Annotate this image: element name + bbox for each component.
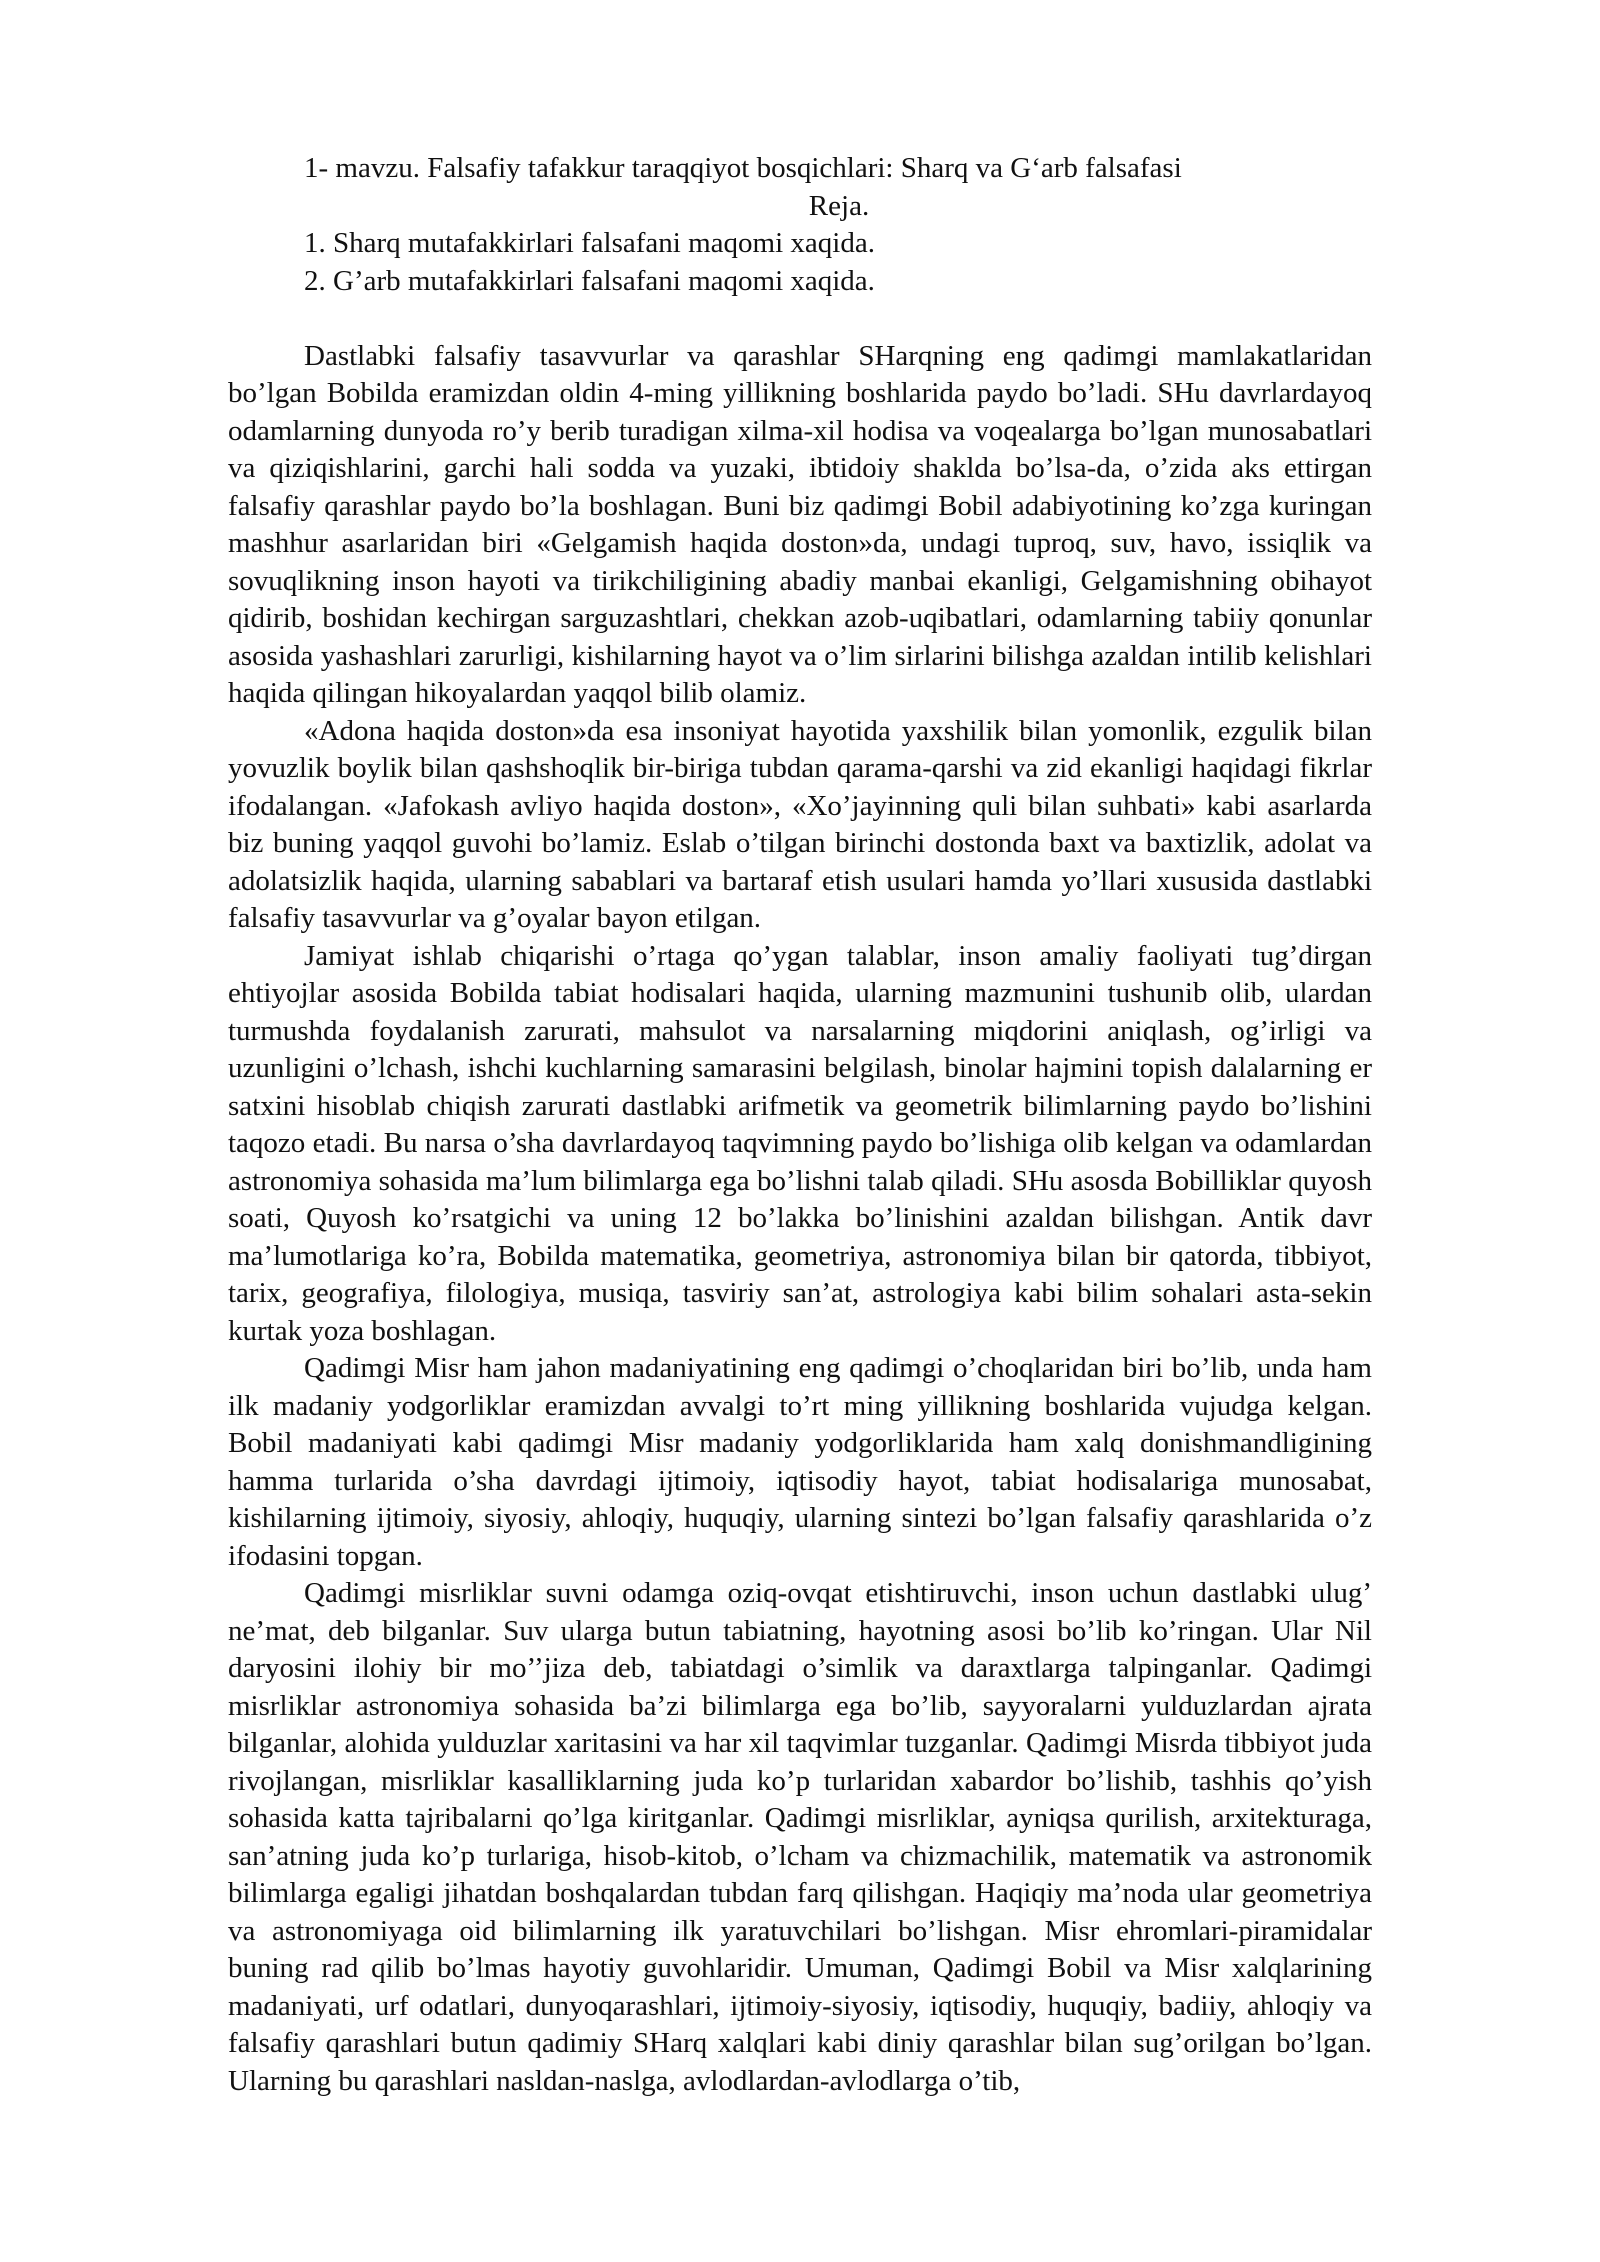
paragraph: Jamiyat ishlab chiqarishi o’rtaga qo’ygan talablar, inson amaliy faoliyati tug’dirgan ehtiyojlar asosida Bobilda tabiat hodisalari haqida, ularning mazmunini tushunib olib, ulardan turmushda foydalanish zarurati, mahsulot va narsalarning miqdorini aniqlash, og’irligi va uzunligini o’lchash, ishchi kuchlarning samarasini belgilash, binolar hajmini topish dalalarning er satxini hisoblab chiqish zarurati dastlabki arifmetik va geometrik bilimlarning paydo bo’lishini taqozo etadi. Bu narsa o’sha davrlardayoq taqvimning paydo bo’lishiga olib kelgan va odamlardan astronomiya sohasida ma’lum bilimlarga ega bo’lishni talab qiladi. SHu asosda Bobilliklar quyosh soati, Quyosh ko’rsatgichi va uning 12 bo’lakka bo’linishini azaldan bilishgan. Antik davr ma’lumotlariga ko’ra, Bobilda matematika, geometriya, astronomiya bilan bir qatorda, tibbiyot, tarix, geografiya, filologiya, musiqa, tasviriy san’at, astrologiya kabi bilim sohalari asta-sekin kurtak yoza boshlagan.: [228, 939, 1372, 1347]
document-page: [228, 150, 1372, 2100]
paragraph: «Adona haqida doston»da esa insoniyat hayotida yaxshilik bilan yomonlik, ezgulik bilan yovuzlik boylik bilan qashshoqlik bir-biriga tubdan qarama-qarshi va zid ekanligi haqidagi fikrlar ifodalangan. «Jafokash avliyo haqida doston», «Xo’jayinning quli bilan suhbati» kabi asarlarda biz buning yaqqol guvohi bo’lamiz. Eslab o’tilgan birinchi dostonda baxt va baxtizlik, adolat va adolatsizlik haqida, ularning sabablari va bartaraf etish usulari hamda yo’llari xususida dastlabki falsafiy tasavvurlar va g’oyalar bayon etilgan.: [228, 714, 1372, 934]
plan-heading: Reja.: [808, 189, 870, 222]
plan-item: 1. Sharq mutafakkirlari falsafani maqomi xaqida.: [304, 227, 875, 259]
document-title: 1- mavzu. Falsafiy tafakkur taraqqiyot bosqichlari: Sharq va G‘arb falsafasi: [304, 152, 1182, 184]
paragraph: Dastlabki falsafiy tasavvurlar va qarashlar SHarqning eng qadimgi mamlakatlaridan bo’lgan Bobilda eramizdan oldin 4-ming yillikning boshlarida paydo bo’ladi. SHu davrlardayoq odamlarning dunyoda ro’y berib turadigan xilma-xil hodisa va voqealarga bo’lgan munosabatlari va qiziqishlarini, garchi hali sodda va yuzaki, ibtidoiy shaklda bo’lsa-da, o’zida aks ettirgan falsafiy qarashlar paydo bo’la boshlagan. Buni biz qadimgi Bobil adabiyotining ko’zga kuringan mashhur asarlaridan biri «Gelgamish haqida doston»da, undagi tuproq, suv, havo, issiqlik va sovuqlikning inson hayoti va tirikchiligining abadiy manbai ekanligi, Gelgamishning obihayot qidirib, boshidan kechirgan sarguzashtlari, chekkan azob-uqibatlari, odamlarning tabiiy qonunlar asosida yashashlari zarurligi, kishilarning hayot va o’lim sirlarini bilishga azaldan intilib kelishlari haqida qilingan hikoyalardan yaqqol bilib olamiz.: [228, 339, 1372, 709]
paragraph: Qadimgi Misr ham jahon madaniyatining eng qadimgi o’choqlaridan biri bo’lib, unda ham ilk madaniy yodgorliklar eramizdan avvalgi to’rt ming yillikning boshlarida vujudga kelgan. Bobil madaniyati kabi qadimgi Misr madaniy yodgorliklarida ham xalq donishmandligining hamma turlarida o’sha davrdagi ijtimoiy, iqtisodiy hayot, tabiat hodisalariga munosabat, kishilarning ijtimoiy, siyosiy, ahloqiy, huquqiy, ularning sintezi bo’lgan falsafiy qarashlarida o’z ifodasini topgan.: [228, 1352, 1372, 1572]
plan-list: [228, 225, 1372, 300]
spacer: [228, 300, 1372, 338]
plan-item: 2. G’arb mutafakkirlari falsafani maqomi xaqida.: [304, 264, 875, 297]
paragraph: Qadimgi misrliklar suvni odamga oziq-ovqat etishtiruvchi, inson uchun dastlabki ulug’ ne’mat, deb bilganlar. Suv ularga butun tabiatning, hayotning asosi bo’lib ko’ringan. Ular Nil daryosini ilohiy bir mo’’jiza deb, tabiatdagi o’simlik va daraxtlarga talpinganlar. Qadimgi misrliklar astronomiya sohasida ba’zi bilimlarga ega bo’lib, sayyoralarni yulduzlardan ajrata bilganlar, alohida yulduzlar xaritasini va har xil taqvimlar tuzganlar. Qadimgi Misrda tibbiyot juda rivojlangan, misrliklar kasalliklarning juda ko’p turlaridan xabardor bo’lishib, tashhis qo’yish sohasida katta tajribalarni qo’lga kiritganlar. Qadimgi misrliklar, ayniqsa qurilish, arxitekturaga, san’atning juda ko’p turlariga, hisob-kitob, o’lcham va chizmachilik, matematik va astronomik bilimlarga egaligi jihatdan boshqalardan tubdan farq qilishgan. Haqiqiy ma’noda ular geometriya va astronomiyaga oid bilimlarning ilk yaratuvchilari bo’lishgan. Misr ehromlari-piramidalar buning rad qilib bo’lmas hayotiy guvohlaridir. Umuman, Qadimgi Bobil va Misr xalqlarining madaniyati, urf odatlari, dunyoqarashlari, ijtimoiy-siyosiy, iqtisodiy, huquqiy, badiiy, ahloqiy va falsafiy qarashlari butun qadimiy SHarq xalqlari kabi diniy qarashlar bilan sug’orilgan bo’lgan. Ularning bu qarashlari nasldan-naslga, avlodlardan-avlodlarga o’tib,: [228, 1577, 1372, 2097]
